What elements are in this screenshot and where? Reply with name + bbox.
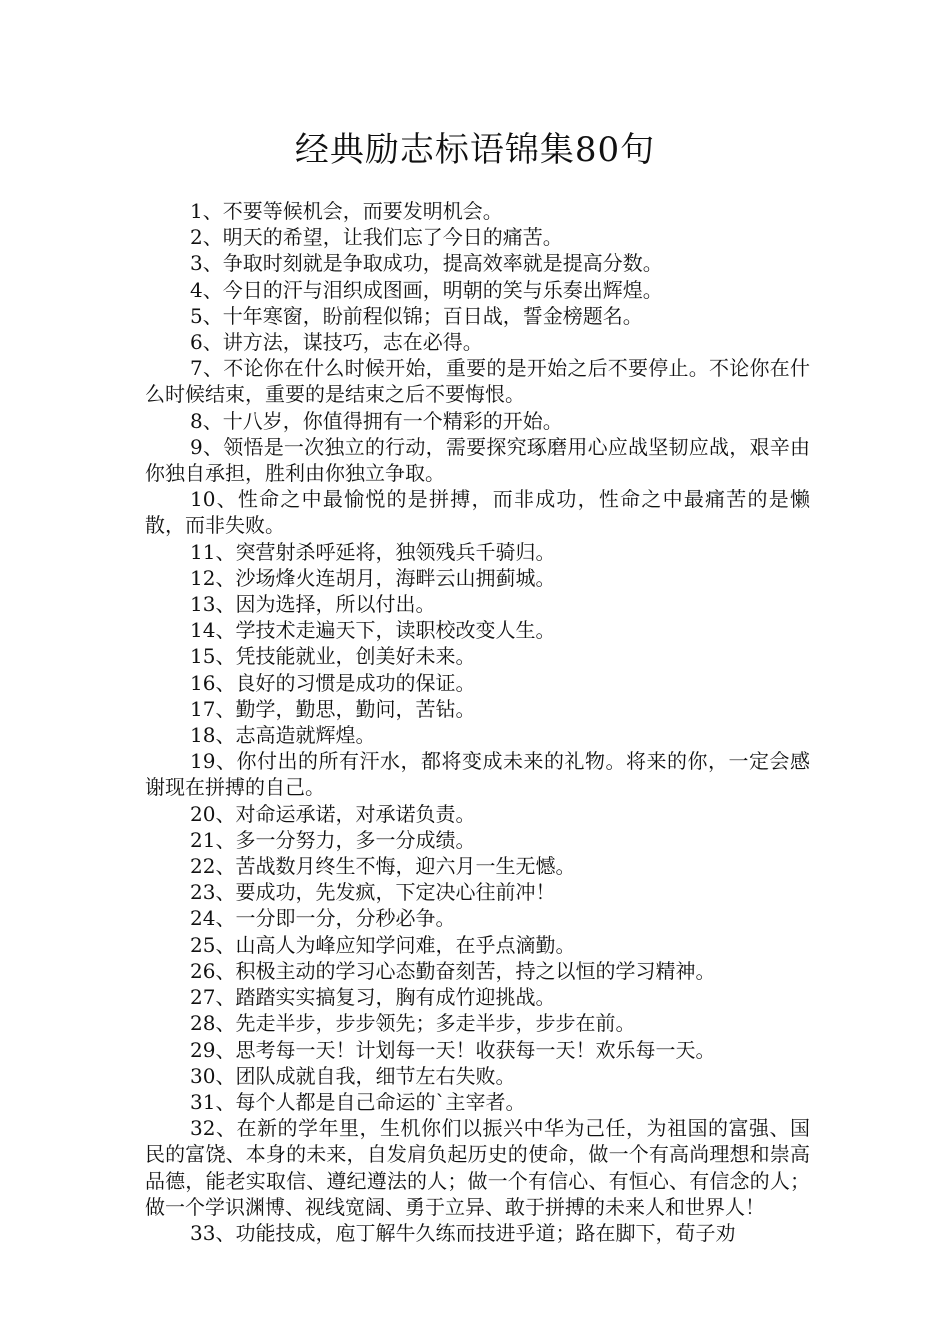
list-item: 18、志高造就辉煌。 — [190, 723, 376, 748]
list-item: 31、每个人都是自己命运的`主宰者。 — [190, 1089, 526, 1114]
list-item: 7、不论你在什么时候开始，重要的是开始之后不要停止。不论你在什么时候结束，重要的是结束之后不要悔恨。 — [145, 356, 810, 407]
list-item: 12、沙场烽火连胡月，海畔云山拥蓟城。 — [190, 565, 556, 590]
list-item: 10、性命之中最愉悦的是拼搏，而非成功，性命之中最痛苦的是懒散，而非失败。 — [145, 487, 810, 538]
list-item: 2、明天的希望，让我们忘了今日的痛苦。 — [190, 225, 563, 250]
list-item: 32、在新的学年里，生机你们以振兴中华为己任，为祖国的富强、国民的富饶、本身的未来，自发肩负起历史的使命，做一个有高尚理想和崇高品德，能老实取信、遵纪遵法的人；做一个有信心、有恒心、有信念的人；做一个学识渊博、视线宽阔、勇于立异、敢于拼搏的未来人和世界人！ — [145, 1116, 810, 1219]
list-item: 33、功能技成，庖丁解牛久练而技进乎道；路在脚下，荀子劝 — [190, 1220, 736, 1245]
list-item: 24、一分即一分，分秒必争。 — [190, 906, 456, 931]
list-item: 9、领悟是一次独立的行动，需要探究琢磨用心应战坚韧应战，艰辛由你独自承担，胜利由你独立争取。 — [145, 434, 810, 486]
list-item: 27、踏踏实实搞复习，胸有成竹迎挑战。 — [190, 985, 556, 1010]
document-title: 经典励志标语锦集80句 — [294, 130, 656, 170]
list-item: 1、不要等候机会，而要发明机会。 — [190, 199, 503, 223]
list-item: 16、良好的习惯是成功的保证。 — [190, 670, 476, 695]
list-item: 29、思考每一天！计划每一天！收获每一天！欢乐每一天。 — [190, 1037, 716, 1062]
list-item: 26、积极主动的学习心态勤奋刻苦，持之以恒的学习精神。 — [190, 958, 716, 983]
list-item: 25、山高人为峰应知学问难，在乎点滴勤。 — [190, 932, 576, 957]
list-item: 28、先走半步，步步领先；多走半步，步步在前。 — [190, 1011, 636, 1036]
list-item: 13、因为选择，所以付出。 — [190, 592, 436, 617]
slogan-list — [145, 198, 810, 1246]
list-item: 17、勤学，勤思，勤问，苦钻。 — [190, 696, 476, 721]
list-item: 4、今日的汗与泪织成图画，明朝的笑与乐奏出辉煌。 — [190, 277, 663, 302]
list-item: 30、团队成就自我，细节左右失败。 — [190, 1063, 516, 1088]
list-item: 11、突营射杀呼延将，独领残兵千骑归。 — [190, 539, 556, 564]
list-item: 8、十八岁，你值得拥有一个精彩的开始。 — [190, 408, 563, 433]
list-item: 15、凭技能就业，创美好未来。 — [190, 644, 476, 669]
list-item: 22、苦战数月终生不悔，迎六月一生无憾。 — [190, 854, 576, 879]
list-item: 20、对命运承诺，对承诺负责。 — [190, 801, 476, 826]
list-item: 5、十年寒窗，盼前程似锦；百日战，誓金榜题名。 — [190, 303, 643, 328]
list-item: 3、争取时刻就是争取成功，提高效率就是提高分数。 — [190, 251, 663, 276]
list-item: 23、要成功，先发疯，下定决心往前冲！ — [190, 880, 556, 905]
list-item: 14、学技术走遍天下，读职校改变人生。 — [190, 618, 556, 643]
list-item: 19、你付出的所有汗水，都将变成未来的礼物。将来的你，一定会感谢现在拼搏的自己。 — [145, 749, 810, 800]
list-item: 21、多一分努力，多一分成绩。 — [190, 827, 476, 852]
list-item: 6、讲方法，谋技巧，志在必得。 — [190, 330, 483, 355]
